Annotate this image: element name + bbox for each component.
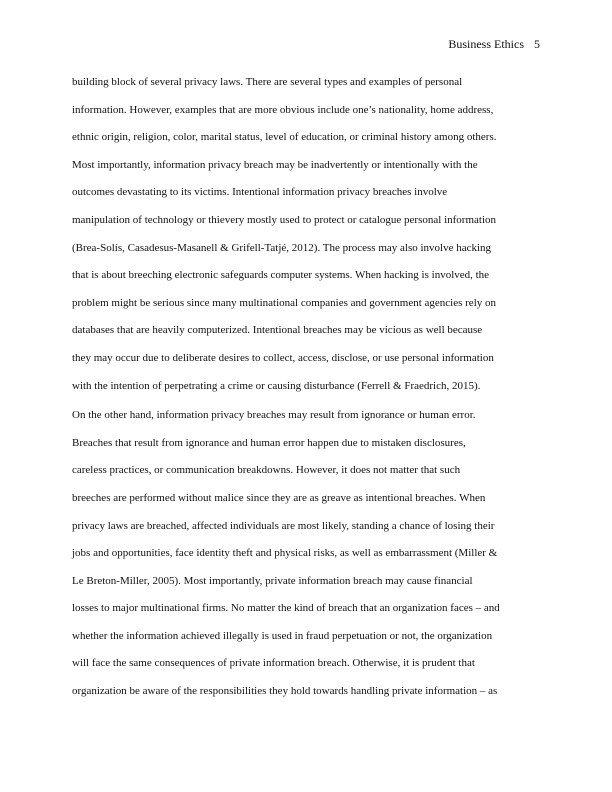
text-line: Breaches that result from ignorance and human error happen due to mistaken disclosures, xyxy=(72,436,466,449)
text-line: will face the same consequences of private information breach. Otherwise, it is prudent that xyxy=(72,657,475,670)
paragraph xyxy=(72,402,542,706)
text-line: whether the information achieved illegally is used in fraud perpetuation or not, the organization xyxy=(72,629,493,642)
text-line: manipulation of technology or thievery mostly used to protect or catalogue personal information xyxy=(72,213,496,226)
text-line: databases that are heavily computerized. Intentional breaches may be vicious as well because xyxy=(72,324,483,337)
paragraph xyxy=(72,69,542,400)
running-head-title: Business Ethics xyxy=(448,37,524,51)
text-line: privacy laws are breached, affected individuals are most likely, standing a chance of losing their xyxy=(72,519,495,532)
text-line: information. However, examples that are more obvious include one’s nationality, home address, xyxy=(72,103,494,116)
text-line: problem might be serious since many multinational companies and government agencies rely on xyxy=(72,296,496,309)
text-line: careless practices, or communication breakdowns. However, it does not matter that such xyxy=(72,464,461,477)
text-line: with the intention of perpetrating a crime or causing disturbance (Ferrell & Fraedrich, 2015). xyxy=(72,379,481,392)
text-line: that is about breeching electronic safeguards computer systems. When hacking is involved, the xyxy=(72,269,490,282)
text-line: breeches are performed without malice since they are as greave as intentional breaches. When xyxy=(72,491,486,504)
text-line: jobs and opportunities, face identity theft and physical risks, as well as embarrassment (Miller & xyxy=(72,547,498,560)
page-number: 5 xyxy=(534,37,540,51)
text-line: Most importantly, information privacy breach may be inadvertently or intentionally with the xyxy=(72,158,478,171)
text-line: On the other hand, information privacy breaches may result from ignorance or human error. xyxy=(72,409,476,422)
text-line: (Brea-Solís, Casadesus-Masanell & Grifell-Tatjé, 2012). The process may also involve hacking xyxy=(72,241,492,254)
text-line: outcomes devastating to its victims. Intentional information privacy breaches involve xyxy=(72,186,448,199)
text-line: building block of several privacy laws. There are several types and examples of personal xyxy=(72,76,463,88)
running-head xyxy=(448,36,540,52)
body-text xyxy=(72,69,542,706)
text-line: they may occur due to deliberate desires to collect, access, disclose, or use personal information xyxy=(72,351,494,364)
text-line: ethnic origin, religion, color, marital status, level of education, or criminal history among others. xyxy=(72,131,497,144)
text-line: organization be aware of the responsibilities they hold towards handling private information – as xyxy=(72,685,498,698)
text-line: losses to major multinational firms. No matter the kind of breach that an organization faces – and xyxy=(72,602,500,615)
text-line: Le Breton-Miller, 2005). Most importantly, private information breach may cause financial xyxy=(72,574,473,587)
